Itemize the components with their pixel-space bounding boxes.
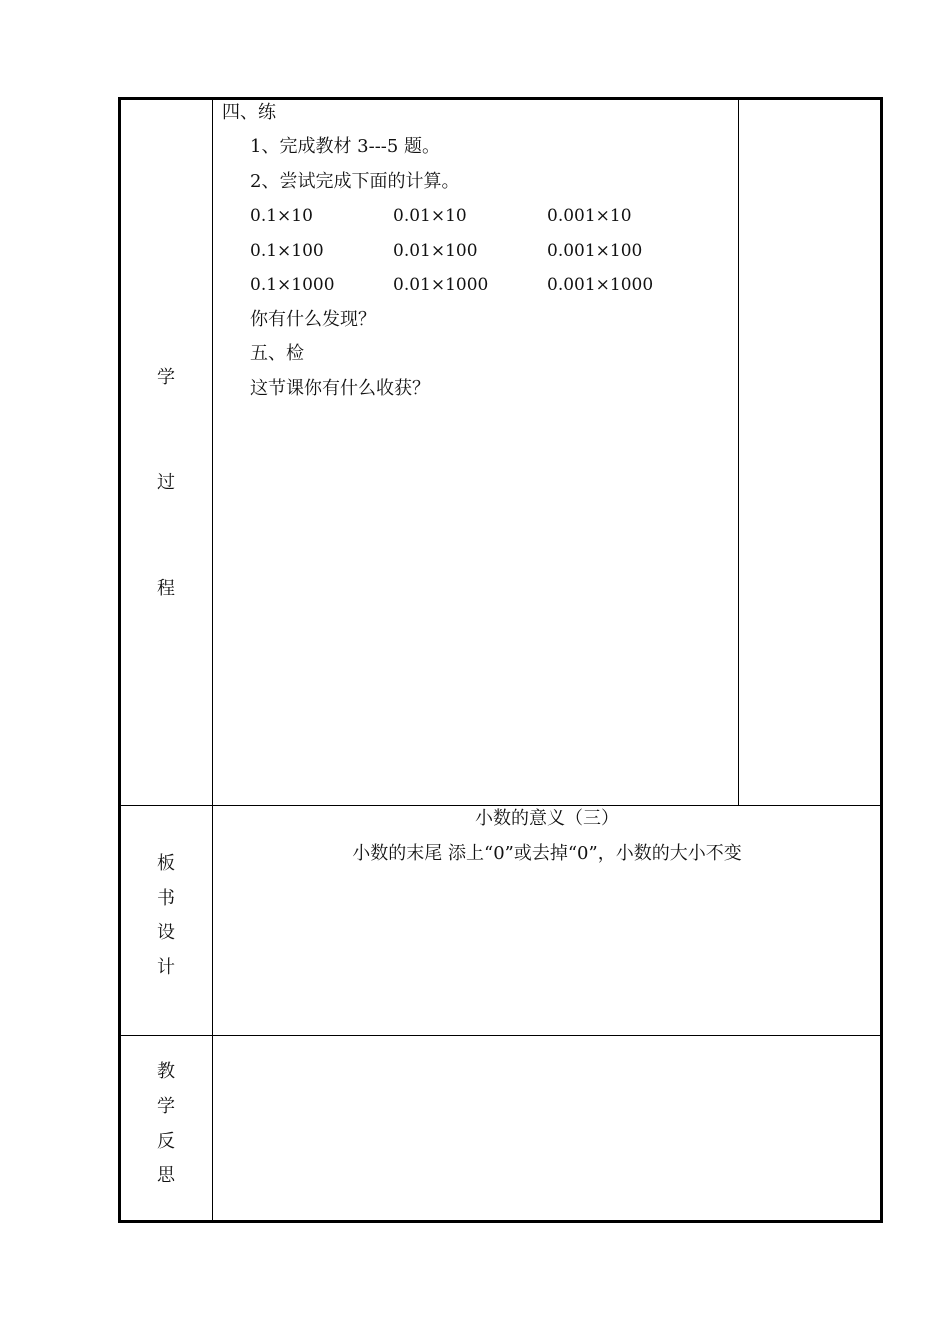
- table-left-border: [118, 97, 121, 1223]
- label-column-divider: [212, 97, 213, 1223]
- practice-item-2: 2、尝试完成下面的计算。: [250, 171, 460, 192]
- calc-cell: 0.01×100: [393, 241, 478, 261]
- reflection-label-4: 思: [157, 1165, 175, 1186]
- practice-item-1: 1、完成教材 3---5 题。: [250, 136, 441, 157]
- check-heading: 五、检: [250, 343, 304, 364]
- board-label-2: 书: [157, 888, 175, 909]
- board-label-4: 计: [157, 957, 175, 978]
- reflection-label-1: 教: [157, 1061, 175, 1082]
- calc-cell: 0.1×1000: [250, 275, 335, 295]
- process-label-1: 学: [157, 367, 175, 388]
- row-divider-1: [118, 805, 883, 806]
- reflection-label-2: 学: [157, 1096, 175, 1117]
- summary-question: 这节课你有什么收获？: [250, 378, 430, 399]
- table-bottom-border: [118, 1220, 883, 1223]
- discovery-question: 你有什么发现？: [250, 309, 376, 330]
- reflection-label-3: 反: [157, 1131, 175, 1152]
- board-content: 小数的末尾 添上“0”或去掉“0”，小数的大小不变: [352, 843, 742, 864]
- row-divider-2: [118, 1035, 883, 1036]
- board-title: 小数的意义（三）: [475, 808, 619, 829]
- board-label-3: 设: [157, 922, 175, 943]
- notes-column-divider: [738, 97, 739, 805]
- calc-cell: 0.1×10: [250, 206, 313, 226]
- calc-cell: 0.001×100: [547, 241, 643, 261]
- table-top-border: [118, 97, 883, 100]
- calc-cell: 0.01×10: [393, 206, 467, 226]
- calc-cell: 0.1×100: [250, 241, 324, 261]
- process-label-2: 过: [157, 472, 175, 493]
- board-label-1: 板: [157, 853, 175, 874]
- calc-cell: 0.01×1000: [393, 275, 489, 295]
- practice-heading: 四、练: [222, 102, 276, 123]
- calc-cell: 0.001×10: [547, 206, 632, 226]
- table-right-border: [880, 97, 883, 1223]
- process-label-3: 程: [157, 578, 175, 599]
- calc-cell: 0.001×1000: [547, 275, 654, 295]
